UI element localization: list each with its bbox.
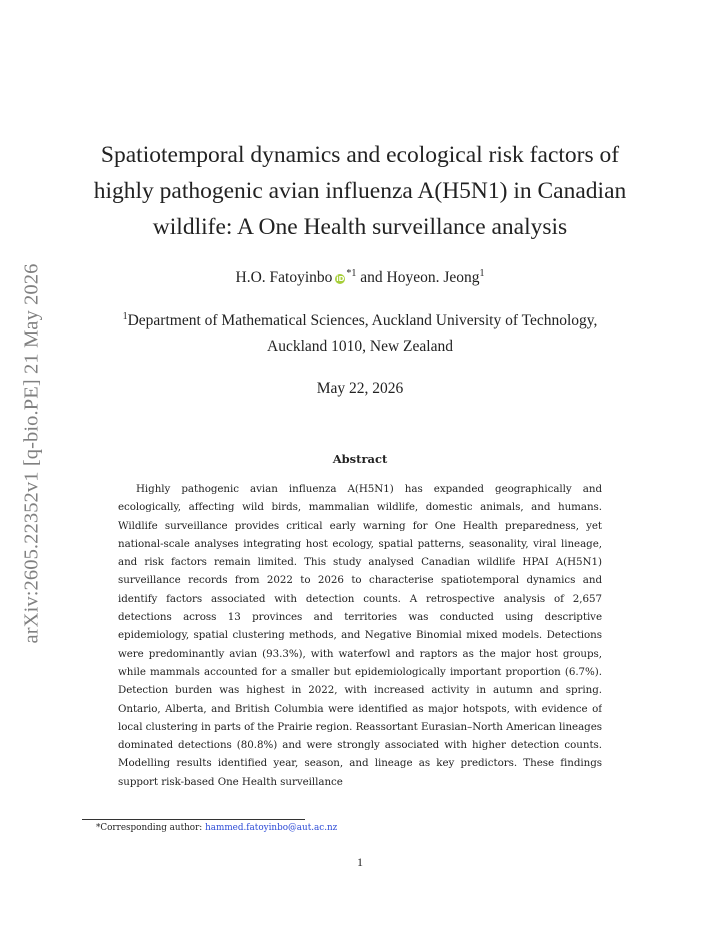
- author-list: [60, 264, 660, 288]
- title-line: highly pathogenic avian influenza A(H5N1) in Canadian: [93, 178, 627, 204]
- footnote: [96, 823, 337, 833]
- footnote-divider: [82, 819, 305, 820]
- title-line: Spatiotemporal dynamics and ecological risk factors of: [100, 142, 620, 168]
- footnote-label: *Corresponding author:: [96, 823, 203, 833]
- author-name: H.O. Fatoyinbo: [235, 269, 333, 287]
- publication-date: May 22, 2026: [316, 380, 404, 397]
- corresponding-email-link[interactable]: hammed.fatoyinbo@aut.ac.nz: [205, 823, 338, 833]
- author-mark: *1: [346, 268, 357, 279]
- abstract-heading: Abstract: [332, 452, 388, 466]
- affiliation-mark: 1: [122, 311, 128, 322]
- arxiv-sidebar: [19, 243, 45, 663]
- page-number: 1: [357, 855, 363, 869]
- affiliation-line: Department of Mathematical Sciences, Auckland University of Technology,: [127, 312, 598, 330]
- affiliation-line: Auckland 1010, New Zealand: [267, 338, 453, 356]
- abstract-text: Highly pathogenic avian influenza A(H5N1) has expanded geographically and ecologically, affecting wild birds, mammalian wildlife, domestic animals, and humans. Wildlife surveillance provides critical early warning for One Health preparedness, yet national-scale analyses integrating host ecology, spatial patterns, seasonality, viral lineage, and risk factors remain limited. This study analysed Canadian wildlife HPAI A(H5N1) surveillance records from 2022 to 2026 to characterise spatiotemporal dynamics and identify factors associated with detection counts. A retrospective analysis of 2,657 detections across 13 provinces and territories was conducted using descriptive epidemiology, spatial clustering methods, and Negative Binomial mixed models. Detections were predominantly avian (93.3%), with waterfowl and raptors as the major host groups, while mammals accounted for a smaller but epidemiologically important proportion (6.7%). Detection burden was highest in 2022, with increased activity in autumn and spring. Ontario, Alberta, and British Columbia were identified as major hotspots, with evidence of local clustering in parts of the Prairie region. Reassortant Eurasian–North American lineages dominated detections (80.8%) and were strongly associated with higher detection counts. Modelling results identified year, season, and lineage as key predictors. These findings support risk-based One Health surveillance: [118, 483, 602, 788]
- title-line: wildlife: A One Health surveillance analysis: [152, 214, 568, 240]
- affiliation: [60, 304, 660, 360]
- paper-title: [60, 137, 660, 245]
- author-name: and Hoyeon. Jeong: [360, 269, 480, 287]
- author-mark: 1: [479, 268, 485, 279]
- orcid-icon[interactable]: iD: [336, 275, 345, 284]
- arxiv-identifier: arXiv:2605.22352v1 [q-bio.PE] 21 May 2026: [20, 263, 43, 643]
